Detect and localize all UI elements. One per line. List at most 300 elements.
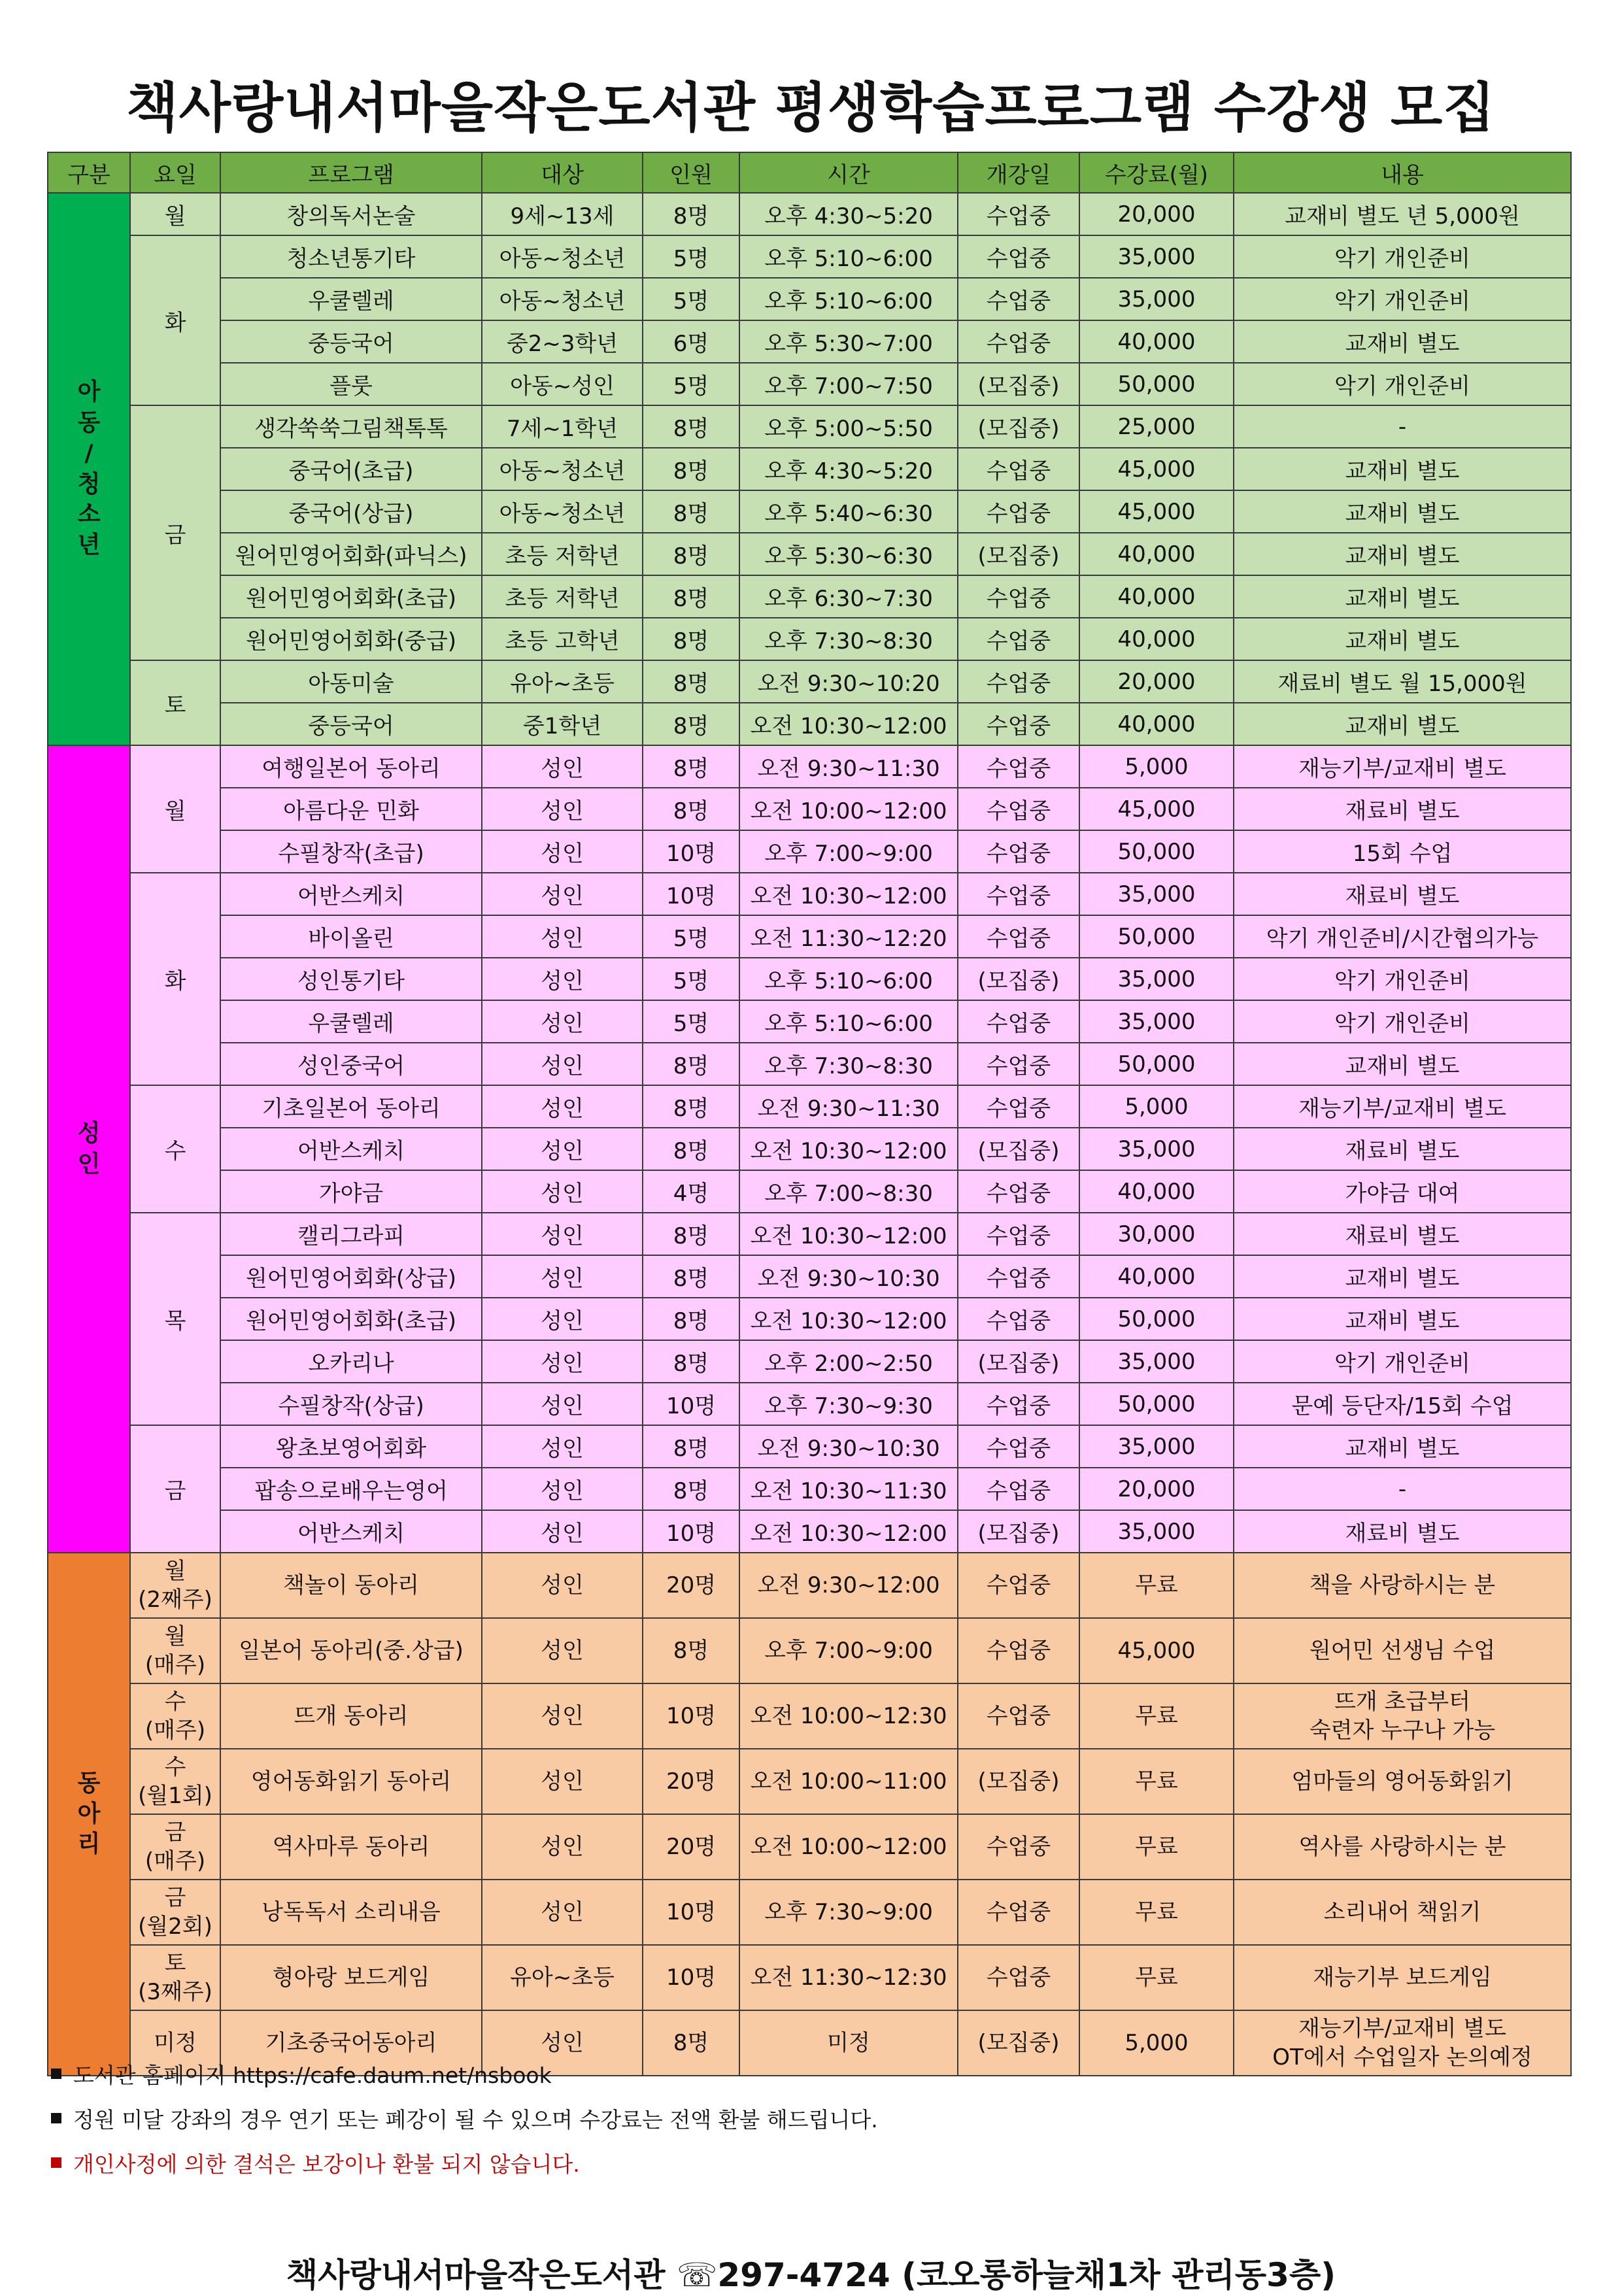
table-row <box>48 490 1571 533</box>
table-row <box>48 405 1571 448</box>
program-name: 원어민영어회화(초급) <box>220 1298 482 1340</box>
target: 성인 <box>482 1128 643 1170</box>
day-line: 토 <box>164 1950 186 1976</box>
time: 오후 7:00~9:00 <box>739 830 958 873</box>
fee: 50,000 <box>1079 1298 1234 1340</box>
capacity: 8명 <box>643 618 739 660</box>
target: 성인 <box>482 1553 643 1618</box>
capacity: 8명 <box>643 448 739 490</box>
time: 미정 <box>739 2010 958 2076</box>
program-name: 아름다운 민화 <box>220 788 482 830</box>
time: 오후 7:30~9:00 <box>739 1880 958 1945</box>
program-name: 중등국어 <box>220 703 482 745</box>
table-row <box>48 1043 1571 1085</box>
content: - <box>1234 405 1571 448</box>
target: 성인 <box>482 745 643 788</box>
program-name: 중국어(초급) <box>220 448 482 490</box>
content <box>1234 2010 1571 2076</box>
table-row <box>48 278 1571 320</box>
status: 수업중 <box>958 1425 1079 1468</box>
capacity: 5명 <box>643 1000 739 1043</box>
fee: 무료 <box>1079 1553 1234 1618</box>
content-line: 원어민 선생님 수업 <box>1309 1637 1496 1664</box>
capacity: 20명 <box>643 1749 739 1814</box>
capacity: 8명 <box>643 1298 739 1340</box>
program-name: 어반스케치 <box>220 1128 482 1170</box>
fee: 40,000 <box>1079 533 1234 575</box>
content: 재료비 별도 월 15,000원 <box>1234 660 1571 703</box>
time: 오전 10:30~12:00 <box>739 1128 958 1170</box>
table-row <box>48 1000 1571 1043</box>
target: 중1학년 <box>482 703 643 745</box>
status: 수업중 <box>958 788 1079 830</box>
capacity: 8명 <box>643 1213 739 1255</box>
status: (모집중) <box>958 533 1079 575</box>
status: 수업중 <box>958 278 1079 320</box>
category-char: 인 <box>77 1150 101 1177</box>
capacity: 8명 <box>643 703 739 745</box>
content: 악기 개인준비 <box>1234 363 1571 405</box>
content: 가야금 대여 <box>1234 1170 1571 1213</box>
content-line: 역사를 사랑하시는 분 <box>1298 1833 1506 1860</box>
content: 교재비 별도 <box>1234 533 1571 575</box>
day-cell: 화 <box>130 873 220 1085</box>
day-line: 수 <box>164 1688 186 1715</box>
capacity: 8명 <box>643 1128 739 1170</box>
program-name: 여행일본어 동아리 <box>220 745 482 788</box>
program-name: 창의독서논술 <box>220 193 482 235</box>
target: 초등 고학년 <box>482 618 643 660</box>
time: 오전 9:30~10:20 <box>739 660 958 703</box>
table-row <box>48 1255 1571 1298</box>
content: 악기 개인준비 <box>1234 1000 1571 1043</box>
fee: 35,000 <box>1079 1510 1234 1553</box>
target: 아동~청소년 <box>482 278 643 320</box>
target: 성인 <box>482 830 643 873</box>
table-row <box>48 788 1571 830</box>
content <box>1234 1618 1571 1683</box>
fee: 20,000 <box>1079 193 1234 235</box>
fee: 40,000 <box>1079 1170 1234 1213</box>
fee: 45,000 <box>1079 788 1234 830</box>
category-cell <box>48 1553 130 2076</box>
content-line: 책을 사랑하시는 분 <box>1309 1572 1496 1598</box>
program-name: 원어민영어회화(파닉스) <box>220 533 482 575</box>
fee: 25,000 <box>1079 405 1234 448</box>
header-capacity: 인원 <box>643 152 739 193</box>
content-line: 재능기부 보드게임 <box>1313 1964 1492 1991</box>
target: 성인 <box>482 1510 643 1553</box>
day-line: 월 <box>164 1623 186 1649</box>
content: 문예 등단자/15회 수업 <box>1234 1383 1571 1425</box>
capacity: 8명 <box>643 1468 739 1510</box>
content: 악기 개인준비 <box>1234 235 1571 278</box>
category-char: 아 <box>77 1800 101 1827</box>
status: 수업중 <box>958 1814 1079 1880</box>
time: 오후 7:00~8:30 <box>739 1170 958 1213</box>
day-cell: 월 <box>130 745 220 873</box>
target: 성인 <box>482 958 643 1000</box>
capacity: 8명 <box>643 533 739 575</box>
header-category: 구분 <box>48 152 130 193</box>
day-cell: 화 <box>130 235 220 405</box>
target: 유아~초등 <box>482 1945 643 2010</box>
target: 아동~청소년 <box>482 490 643 533</box>
capacity: 8명 <box>643 1618 739 1683</box>
status: 수업중 <box>958 235 1079 278</box>
fee: 5,000 <box>1079 745 1234 788</box>
table-row <box>48 1749 1571 1814</box>
table-row <box>48 1618 1571 1683</box>
fee: 45,000 <box>1079 1618 1234 1683</box>
program-name: 생각쑥쑥그림책톡톡 <box>220 405 482 448</box>
content: 재료비 별도 <box>1234 1213 1571 1255</box>
category-char: 동 <box>77 1769 101 1797</box>
day-line: 금 <box>164 1884 186 1911</box>
header-target: 대상 <box>482 152 643 193</box>
program-name: 어반스케치 <box>220 873 482 915</box>
program-name: 책놀이 동아리 <box>220 1553 482 1618</box>
status: (모집중) <box>958 1340 1079 1383</box>
time: 오전 10:00~12:00 <box>739 788 958 830</box>
content: 재료비 별도 <box>1234 873 1571 915</box>
capacity: 10명 <box>643 1383 739 1425</box>
status: (모집중) <box>958 1510 1079 1553</box>
fee: 5,000 <box>1079 1085 1234 1128</box>
program-name: 형아랑 보드게임 <box>220 1945 482 2010</box>
target: 성인 <box>482 1298 643 1340</box>
target: 초등 저학년 <box>482 575 643 618</box>
program-name: 원어민영어회화(상급) <box>220 1255 482 1298</box>
program-name: 성인중국어 <box>220 1043 482 1085</box>
status: (모집중) <box>958 1749 1079 1814</box>
fee: 35,000 <box>1079 873 1234 915</box>
program-name: 왕초보영어회화 <box>220 1425 482 1468</box>
capacity: 8명 <box>643 1340 739 1383</box>
time: 오후 5:30~7:00 <box>739 320 958 363</box>
target: 성인 <box>482 1255 643 1298</box>
capacity: 8명 <box>643 1043 739 1085</box>
time: 오후 5:10~6:00 <box>739 1000 958 1043</box>
program-name: 뜨개 동아리 <box>220 1683 482 1749</box>
time: 오전 10:00~11:00 <box>739 1749 958 1814</box>
program-name: 청소년통기타 <box>220 235 482 278</box>
fee: 50,000 <box>1079 915 1234 958</box>
target: 유아~초등 <box>482 660 643 703</box>
day-cell <box>130 1553 220 1618</box>
capacity: 8명 <box>643 575 739 618</box>
status: 수업중 <box>958 873 1079 915</box>
day-line: 금 <box>164 1819 186 1846</box>
category-cell <box>48 193 130 745</box>
time: 오후 5:10~6:00 <box>739 235 958 278</box>
time: 오후 7:30~9:30 <box>739 1383 958 1425</box>
time: 오후 4:30~5:20 <box>739 193 958 235</box>
header-row <box>48 152 1571 193</box>
table-row <box>48 703 1571 745</box>
time: 오전 9:30~12:00 <box>739 1553 958 1618</box>
program-name: 어반스케치 <box>220 1510 482 1553</box>
capacity: 10명 <box>643 1945 739 2010</box>
content: 악기 개인준비/시간협의가능 <box>1234 915 1571 958</box>
fee: 35,000 <box>1079 1340 1234 1383</box>
capacity: 10명 <box>643 873 739 915</box>
capacity: 5명 <box>643 958 739 1000</box>
fee: 35,000 <box>1079 1128 1234 1170</box>
content-line: 재능기부/교재비 별도 <box>1298 2015 1506 2042</box>
capacity: 5명 <box>643 915 739 958</box>
capacity: 20명 <box>643 1814 739 1880</box>
day-line: (매주) <box>144 1652 206 1678</box>
table-row <box>48 533 1571 575</box>
fee: 35,000 <box>1079 1000 1234 1043</box>
capacity: 10명 <box>643 1880 739 1945</box>
status: 수업중 <box>958 1468 1079 1510</box>
content <box>1234 1814 1571 1880</box>
time: 오전 10:00~12:30 <box>739 1683 958 1749</box>
time: 오전 9:30~10:30 <box>739 1255 958 1298</box>
time: 오전 10:30~12:00 <box>739 703 958 745</box>
day-cell <box>130 1683 220 1749</box>
content: 재능기부/교재비 별도 <box>1234 745 1571 788</box>
notes <box>51 2051 878 2185</box>
table-row <box>48 1085 1571 1128</box>
content-line: 뜨개 초급부터 <box>1334 1688 1470 1715</box>
content <box>1234 1749 1571 1814</box>
content: 교재비 별도 <box>1234 1043 1571 1085</box>
capacity: 6명 <box>643 320 739 363</box>
fee: 50,000 <box>1079 1383 1234 1425</box>
fee: 5,000 <box>1079 2010 1234 2076</box>
content: 15회 수업 <box>1234 830 1571 873</box>
table-row <box>48 1128 1571 1170</box>
program-name: 기초일본어 동아리 <box>220 1085 482 1128</box>
capacity: 8명 <box>643 1085 739 1128</box>
status: 수업중 <box>958 1383 1079 1425</box>
day-line: (월2회) <box>138 1914 212 1940</box>
time: 오후 2:00~2:50 <box>739 1340 958 1383</box>
day-line: (매주) <box>144 1848 206 1874</box>
fee: 20,000 <box>1079 660 1234 703</box>
table-row <box>48 618 1571 660</box>
status: 수업중 <box>958 1170 1079 1213</box>
target: 성인 <box>482 1880 643 1945</box>
status: (모집중) <box>958 2010 1079 2076</box>
content: 교재비 별도 <box>1234 1298 1571 1340</box>
fee: 35,000 <box>1079 278 1234 320</box>
category-char: 아 <box>77 379 101 406</box>
status: 수업중 <box>958 448 1079 490</box>
day-cell <box>130 1945 220 2010</box>
status: 수업중 <box>958 1683 1079 1749</box>
day-cell: 수 <box>130 1085 220 1213</box>
capacity: 10명 <box>643 830 739 873</box>
program-name: 우쿨렐레 <box>220 1000 482 1043</box>
program-name: 수필창작(상급) <box>220 1383 482 1425</box>
table-row <box>48 1553 1571 1618</box>
target: 초등 저학년 <box>482 533 643 575</box>
status: 수업중 <box>958 1085 1079 1128</box>
target: 성인 <box>482 2010 643 2076</box>
time: 오전 9:30~11:30 <box>739 745 958 788</box>
table-row <box>48 1880 1571 1945</box>
time: 오후 6:30~7:30 <box>739 575 958 618</box>
time: 오전 10:30~11:30 <box>739 1468 958 1510</box>
program-name: 우쿨렐레 <box>220 278 482 320</box>
program-name: 아동미술 <box>220 660 482 703</box>
status: (모집중) <box>958 958 1079 1000</box>
target: 아동~청소년 <box>482 235 643 278</box>
table-row <box>48 745 1571 788</box>
fee: 35,000 <box>1079 235 1234 278</box>
target: 성인 <box>482 1425 643 1468</box>
time: 오전 10:30~12:00 <box>739 1213 958 1255</box>
header-start: 개강일 <box>958 152 1079 193</box>
content: 재능기부/교재비 별도 <box>1234 1085 1571 1128</box>
program-name: 수필창작(초급) <box>220 830 482 873</box>
program-name: 가야금 <box>220 1170 482 1213</box>
content: 재료비 별도 <box>1234 1510 1571 1553</box>
status: 수업중 <box>958 1213 1079 1255</box>
capacity: 20명 <box>643 1553 739 1618</box>
fee: 45,000 <box>1079 448 1234 490</box>
status: 수업중 <box>958 745 1079 788</box>
content <box>1234 1553 1571 1618</box>
table-row <box>48 1683 1571 1749</box>
footer-contact: 책사랑내서마을작은도서관 ☏297-4724 (코오롱하늘채1차 관리동3층) <box>286 2256 1336 2294</box>
day-cell <box>130 1618 220 1683</box>
note-refund: 정원 미달 강좌의 경우 연기 또는 폐강이 될 수 있으며 수강료는 전액 환불 해드립니다. <box>51 2096 878 2140</box>
table-row <box>48 235 1571 278</box>
content-line: 숙련자 누구나 가능 <box>1309 1717 1496 1744</box>
fee: 40,000 <box>1079 1255 1234 1298</box>
program-name: 기초중국어동아리 <box>220 2010 482 2076</box>
category-char: 리 <box>77 1831 101 1858</box>
header-content: 내용 <box>1234 152 1571 193</box>
status: 수업중 <box>958 830 1079 873</box>
program-name: 캘리그라피 <box>220 1213 482 1255</box>
content <box>1234 1683 1571 1749</box>
time: 오전 10:30~12:00 <box>739 873 958 915</box>
content-line: 소리내어 책읽기 <box>1323 1899 1481 1925</box>
program-schedule-table <box>47 152 1572 2076</box>
capacity: 10명 <box>643 1683 739 1749</box>
fee: 50,000 <box>1079 830 1234 873</box>
note-absence: 개인사정에 의한 결석은 보강이나 환불 되지 않습니다. <box>51 2140 878 2185</box>
target: 9세~13세 <box>482 193 643 235</box>
table-row <box>48 448 1571 490</box>
program-name: 바이올린 <box>220 915 482 958</box>
capacity: 8명 <box>643 193 739 235</box>
time: 오후 7:00~7:50 <box>739 363 958 405</box>
category-char: 소 <box>77 501 101 528</box>
program-name: 원어민영어회화(초급) <box>220 575 482 618</box>
day-line: (월1회) <box>138 1783 212 1809</box>
program-name: 팝송으로배우는영어 <box>220 1468 482 1510</box>
program-name: 역사마루 동아리 <box>220 1814 482 1880</box>
time: 오전 10:00~12:00 <box>739 1814 958 1880</box>
table-row <box>48 660 1571 703</box>
time: 오전 10:30~12:00 <box>739 1298 958 1340</box>
table-row <box>48 363 1571 405</box>
table-row <box>48 1814 1571 1880</box>
program-name: 성인통기타 <box>220 958 482 1000</box>
category-char: / <box>84 439 93 467</box>
status: 수업중 <box>958 660 1079 703</box>
category-char: 동 <box>77 409 101 436</box>
capacity: 8명 <box>643 745 739 788</box>
fee: 무료 <box>1079 1880 1234 1945</box>
content: 재료비 별도 <box>1234 1128 1571 1170</box>
status: 수업중 <box>958 320 1079 363</box>
time: 오후 5:10~6:00 <box>739 278 958 320</box>
capacity: 10명 <box>643 1510 739 1553</box>
program-name: 중국어(상급) <box>220 490 482 533</box>
table-row <box>48 1510 1571 1553</box>
status: 수업중 <box>958 193 1079 235</box>
time: 오전 9:30~10:30 <box>739 1425 958 1468</box>
day-cell: 금 <box>130 1425 220 1553</box>
capacity: 8명 <box>643 405 739 448</box>
status: 수업중 <box>958 1043 1079 1085</box>
status: 수업중 <box>958 703 1079 745</box>
target: 아동~청소년 <box>482 448 643 490</box>
fee: 35,000 <box>1079 958 1234 1000</box>
capacity: 8명 <box>643 788 739 830</box>
header-fee: 수강료(월) <box>1079 152 1234 193</box>
bullet-icon <box>51 2113 61 2123</box>
content <box>1234 1945 1571 2010</box>
capacity: 8명 <box>643 1255 739 1298</box>
content: 악기 개인준비 <box>1234 278 1571 320</box>
table-row <box>48 1340 1571 1383</box>
day-line: 수 <box>164 1753 186 1780</box>
content: 교재비 별도 <box>1234 320 1571 363</box>
target: 성인 <box>482 1170 643 1213</box>
table-row <box>48 193 1571 235</box>
target: 아동~성인 <box>482 363 643 405</box>
fee: 30,000 <box>1079 1213 1234 1255</box>
time: 오후 5:10~6:00 <box>739 958 958 1000</box>
target: 성인 <box>482 1749 643 1814</box>
time: 오후 7:30~8:30 <box>739 1043 958 1085</box>
target: 성인 <box>482 1683 643 1749</box>
status: 수업중 <box>958 618 1079 660</box>
content: 교재비 별도 <box>1234 703 1571 745</box>
category-char: 년 <box>77 532 101 559</box>
table-row <box>48 830 1571 873</box>
header-day: 요일 <box>130 152 220 193</box>
time: 오후 4:30~5:20 <box>739 448 958 490</box>
category-char: 청 <box>77 470 101 498</box>
header-time: 시간 <box>739 152 958 193</box>
header-program: 프로그램 <box>220 152 482 193</box>
day-cell: 금 <box>130 405 220 660</box>
program-name: 영어동화읽기 동아리 <box>220 1749 482 1814</box>
content: 교재비 별도 <box>1234 618 1571 660</box>
fee: 무료 <box>1079 1945 1234 2010</box>
content: 악기 개인준비 <box>1234 958 1571 1000</box>
target: 성인 <box>482 788 643 830</box>
content: - <box>1234 1468 1571 1510</box>
content: 교재비 별도 <box>1234 1425 1571 1468</box>
capacity: 5명 <box>643 363 739 405</box>
time: 오전 10:30~12:00 <box>739 1510 958 1553</box>
target: 7세~1학년 <box>482 405 643 448</box>
day-cell: 월 <box>130 193 220 235</box>
category-cell <box>48 745 130 1553</box>
day-line: 미정 <box>154 2029 197 2056</box>
